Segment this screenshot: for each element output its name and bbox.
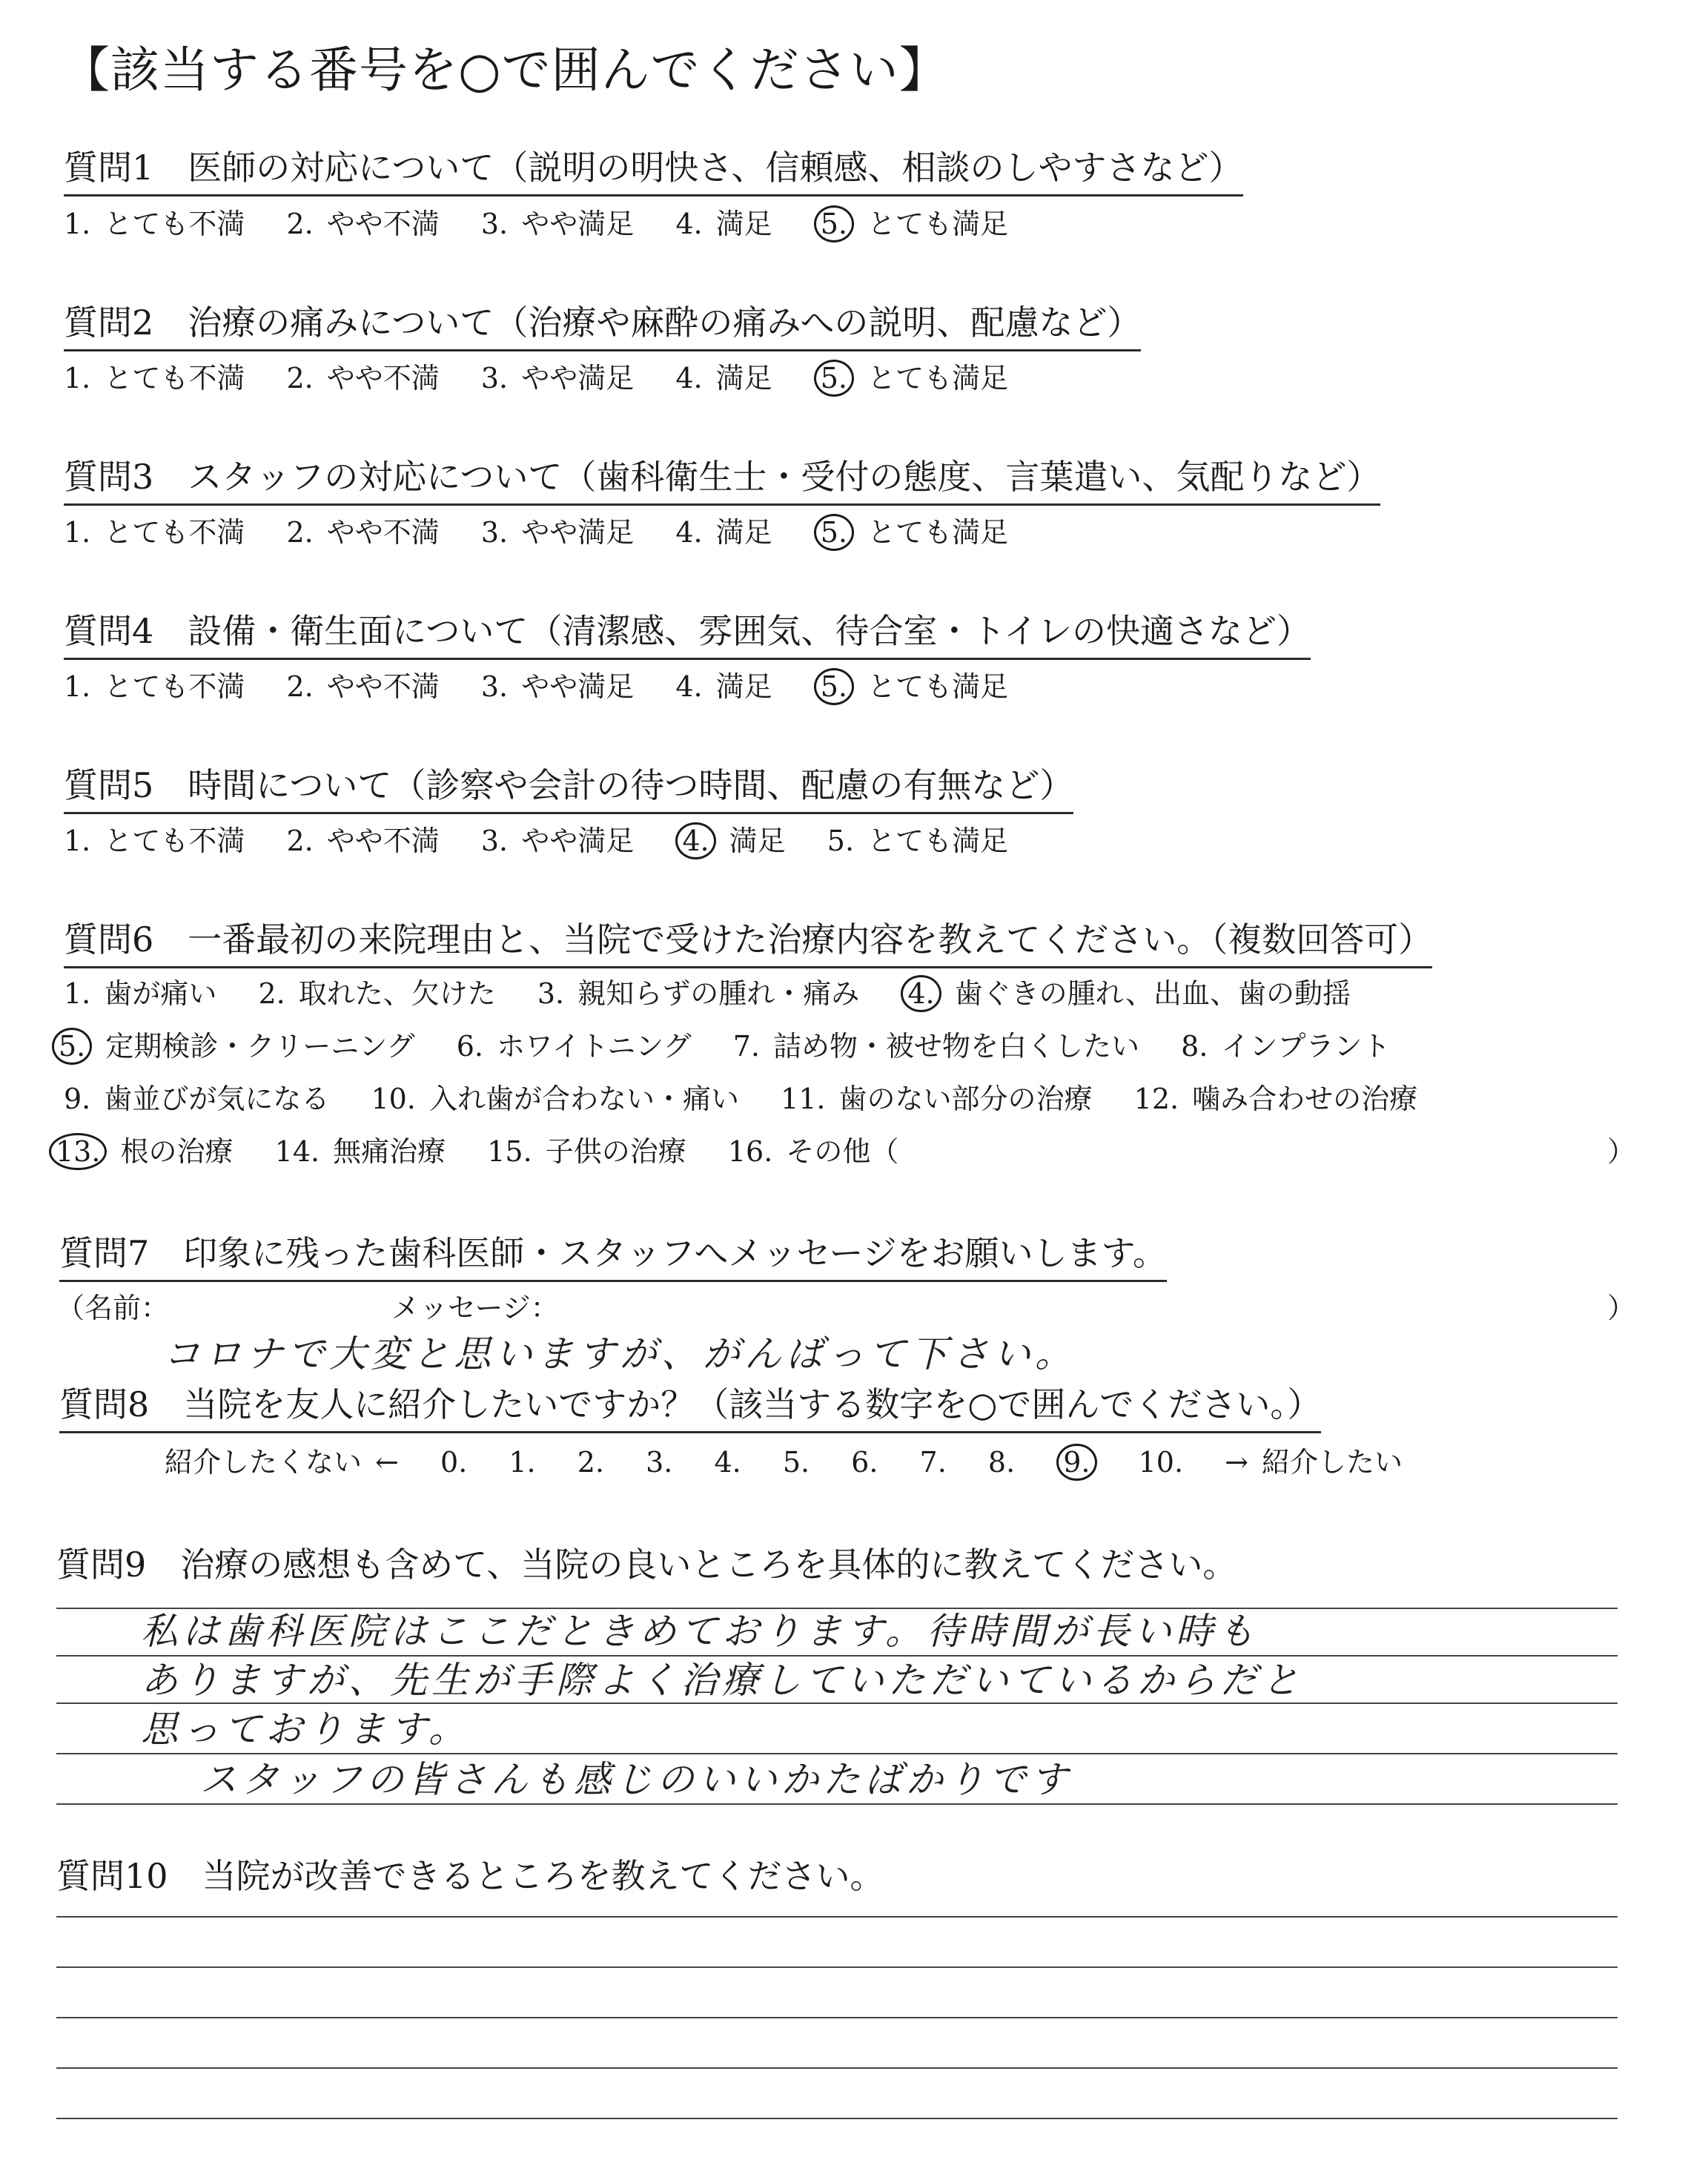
question-4-options: [64, 667, 1008, 706]
option-4-circled[interactable]: 4.: [675, 822, 715, 859]
recommend-scale: [165, 1443, 1403, 1482]
option-5-circled[interactable]: 5.: [52, 1028, 92, 1065]
answer-line: [56, 1966, 1618, 1968]
question-2-options: [64, 359, 1008, 397]
scale-1[interactable]: 1.: [509, 1446, 536, 1479]
question-1-title: 質問1 医師の対応について（説明の明快さ、信頼感、相談のしやすさなど）: [64, 145, 1243, 196]
option-5-label: とても満足: [867, 670, 1009, 703]
name-label: （名前：: [56, 1292, 170, 1324]
question-8-title: 質問8 当院を友人に紹介したいですか？（該当する数字を○で囲んでください。）: [59, 1382, 1321, 1433]
option-5-label: 定期検診・クリーニング: [105, 1030, 415, 1063]
answer-line: [56, 1702, 1618, 1704]
option-5-circled[interactable]: 5.: [814, 514, 854, 551]
option-5-label: とても満足: [867, 208, 1009, 240]
option-3[interactable]: 3. やや満足: [480, 208, 635, 240]
handwritten-answer-line-2: ありますが、先生が手際よく治療していただいているからだと: [141, 1659, 1303, 1702]
form-header: 【該当する番号を○で囲んでください】: [61, 42, 949, 99]
option-6[interactable]: 6. ホワイトニング: [456, 1030, 692, 1063]
option-4-label: 歯ぐきの腫れ、出血、歯の動揺: [954, 977, 1351, 1010]
option-10[interactable]: 10. 入れ歯が合わない・痛い: [371, 1083, 739, 1115]
question-9-title: 質問9 治療の感想も含めて、当院の良いところを具体的に教えてください。: [56, 1545, 1237, 1585]
question-5-title: 質問5 時間について（診察や会計の待つ時間、配慮の有無など）: [64, 763, 1073, 814]
message-close-paren: ）: [1607, 1292, 1636, 1324]
option-7[interactable]: 7. 詰め物・被せ物を白くしたい: [732, 1030, 1140, 1063]
option-5-label: とても満足: [867, 362, 1009, 394]
question-10-title: 質問10 当院が改善できるところを教えてください。: [56, 1856, 884, 1896]
option-16-close-paren: ）: [1607, 1135, 1636, 1168]
option-1[interactable]: 1. とても不満: [64, 670, 245, 703]
scale-3[interactable]: 3.: [646, 1446, 673, 1479]
question-6-options-row-3: [64, 1080, 1417, 1118]
answer-line: [56, 1803, 1618, 1805]
handwritten-message: コロナで大変と思いますが、がんばって下さい。: [163, 1332, 1076, 1375]
scale-7[interactable]: 7.: [919, 1446, 947, 1479]
answer-line: [56, 1753, 1618, 1754]
question-2-title: 質問2 治療の痛みについて（治療や麻酔の痛みへの説明、配慮など）: [64, 300, 1141, 351]
option-9[interactable]: 9. 歯並びが気になる: [64, 1083, 330, 1115]
question-6-options-row-4: [49, 1132, 898, 1171]
handwritten-answer-line-4: スタッフの皆さんも感じのいいかたばかりです: [200, 1758, 1072, 1801]
scale-left-label: 紹介したくない ←: [165, 1446, 399, 1479]
option-2[interactable]: 2. やや不満: [286, 208, 440, 240]
question-3-title: 質問3 スタッフの対応について（歯科衛生士・受付の態度、言葉遣い、気配りなど）: [64, 455, 1380, 506]
handwritten-answer-line-3: 思っております。: [141, 1708, 470, 1751]
answer-line: [56, 2118, 1618, 2119]
answer-line: [56, 1916, 1618, 1918]
option-11[interactable]: 11. 歯のない部分の治療: [781, 1083, 1093, 1115]
option-15[interactable]: 15. 子供の治療: [487, 1135, 686, 1168]
option-2[interactable]: 2. 取れた、欠けた: [258, 977, 496, 1010]
option-13-label: 根の治療: [120, 1135, 234, 1168]
scale-right-label: → 紹介したい: [1225, 1446, 1403, 1479]
option-3[interactable]: 3. 親知らずの腫れ・痛み: [537, 977, 860, 1010]
option-3[interactable]: 3. やや満足: [480, 516, 635, 549]
question-6-title: 質問6 一番最初の来院理由と、当院で受けた治療内容を教えてください。（複数回答可）: [64, 917, 1432, 968]
scale-8[interactable]: 8.: [987, 1446, 1016, 1479]
option-12[interactable]: 12. 噛み合わせの治療: [1133, 1083, 1418, 1115]
option-1[interactable]: 1. とても不満: [64, 208, 245, 240]
option-4-label: 満足: [729, 825, 786, 857]
option-5[interactable]: 5. とても満足: [827, 825, 1009, 857]
option-4[interactable]: 4. 満足: [675, 516, 772, 549]
option-8[interactable]: 8. インプラント: [1181, 1030, 1391, 1063]
scale-0[interactable]: 0.: [440, 1446, 468, 1479]
scale-4[interactable]: 4.: [714, 1446, 741, 1479]
option-5-label: とても満足: [867, 516, 1009, 549]
option-5-circled[interactable]: 5.: [814, 360, 854, 397]
option-5-circled[interactable]: 5.: [814, 205, 854, 242]
scale-5[interactable]: 5.: [782, 1446, 810, 1479]
option-4[interactable]: 4. 満足: [675, 208, 772, 240]
question-4-title: 質問4 設備・衛生面について（清潔感、雰囲気、待合室・トイレの快適さなど）: [64, 609, 1311, 660]
question-6-options-row-1: [64, 974, 1351, 1013]
scale-10[interactable]: 10.: [1138, 1446, 1184, 1479]
option-4[interactable]: 4. 満足: [675, 362, 772, 394]
option-1[interactable]: 1. とても不満: [64, 362, 245, 394]
question-5-options: [64, 822, 1008, 860]
question-7-title: 質問7 印象に残った歯科医師・スタッフへメッセージをお願いします。: [59, 1231, 1167, 1282]
option-14[interactable]: 14. 無痛治療: [274, 1135, 446, 1168]
option-2[interactable]: 2. やや不満: [286, 670, 440, 703]
scale-2[interactable]: 2.: [577, 1446, 604, 1479]
option-4[interactable]: 4. 満足: [675, 670, 772, 703]
question-6-options-row-2: [52, 1027, 1391, 1066]
option-1[interactable]: 1. とても不満: [64, 516, 245, 549]
answer-line: [56, 1655, 1618, 1657]
option-13-circled[interactable]: 13.: [49, 1133, 107, 1170]
message-label: メッセージ：: [391, 1292, 559, 1324]
question-1-options: [64, 205, 1008, 243]
scale-9-circled[interactable]: 9.: [1056, 1444, 1096, 1481]
option-4-circled[interactable]: 4.: [901, 975, 941, 1012]
option-5-circled[interactable]: 5.: [814, 668, 854, 705]
scale-6[interactable]: 6.: [851, 1446, 878, 1479]
handwritten-answer-line-1: 私は歯科医院はここだときめております。待時間が長い時も: [141, 1610, 1259, 1653]
option-16[interactable]: 16. その他（: [727, 1135, 899, 1168]
answer-line: [56, 2067, 1618, 2069]
option-2[interactable]: 2. やや不満: [286, 825, 440, 857]
option-3[interactable]: 3. やや満足: [480, 825, 635, 857]
option-1[interactable]: 1. 歯が痛い: [64, 977, 217, 1010]
option-2[interactable]: 2. やや不満: [286, 362, 440, 394]
option-3[interactable]: 3. やや満足: [480, 362, 635, 394]
option-1[interactable]: 1. とても不満: [64, 825, 245, 857]
option-2[interactable]: 2. やや不満: [286, 516, 440, 549]
option-3[interactable]: 3. やや満足: [480, 670, 635, 703]
question-3-options: [64, 513, 1008, 552]
answer-line: [56, 2017, 1618, 2018]
